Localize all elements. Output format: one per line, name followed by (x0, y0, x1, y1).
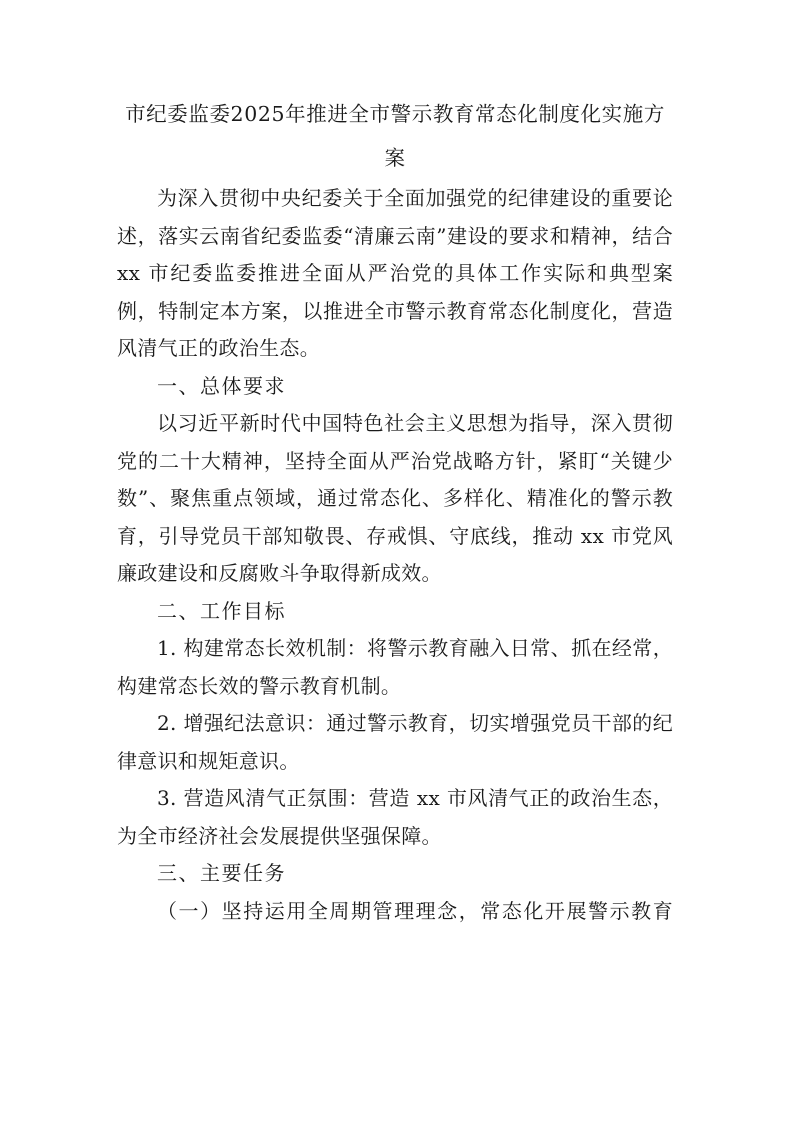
work-goal-item-1: 1. 构建常态长效机制：将警示教育融入日常、抓在经常，构建常态长效的警示教育机制。 (117, 636, 673, 698)
general-requirements-paragraph: 以习近平新时代中国特色社会主义思想为指导，深入贯彻党的二十大精神，坚持全面从严治党战略方针，紧盯“关键少数”、聚焦重点领域，通过常态化、多样化、精准化的警示教育，引导党员干部知敬畏、存戒惧、守底线，推动 xx 市党风廉政建设和反腐败斗争取得新成效。 (117, 411, 673, 585)
main-tasks-subheading: （一）坚持运用全周期管理理念，常态化开展警示教育 (157, 898, 673, 923)
document-page (117, 92, 673, 930)
section-heading-work-goals: 二、工作目标 (157, 598, 286, 623)
intro-paragraph: 为深入贯彻中央纪委关于全面加强党的纪律建设的重要论述，落实云南省纪委监委“清廉云南”建设的要求和精神，结合 xx 市纪委监委推进全面从严治党的具体工作实际和典型案例，特制定本方案，以推进全市警示教育常态化制度化，营造风清气正的政治生态。 (117, 186, 673, 360)
work-goal-item-3: 3. 营造风清气正氛围：营造 xx 市风清气正的政治生态，为全市经济社会发展提供坚强保障。 (117, 786, 673, 848)
section-heading-main-tasks: 三、主要任务 (157, 861, 286, 885)
work-goal-item-2: 2. 增强纪法意识：通过警示教育，切实增强党员干部的纪律意识和规矩意识。 (117, 711, 673, 773)
document-title: 市纪委监委2025年推进全市警示教育常态化制度化实施方案 (125, 102, 665, 170)
section-heading-general-requirements: 一、总体要求 (157, 373, 286, 398)
